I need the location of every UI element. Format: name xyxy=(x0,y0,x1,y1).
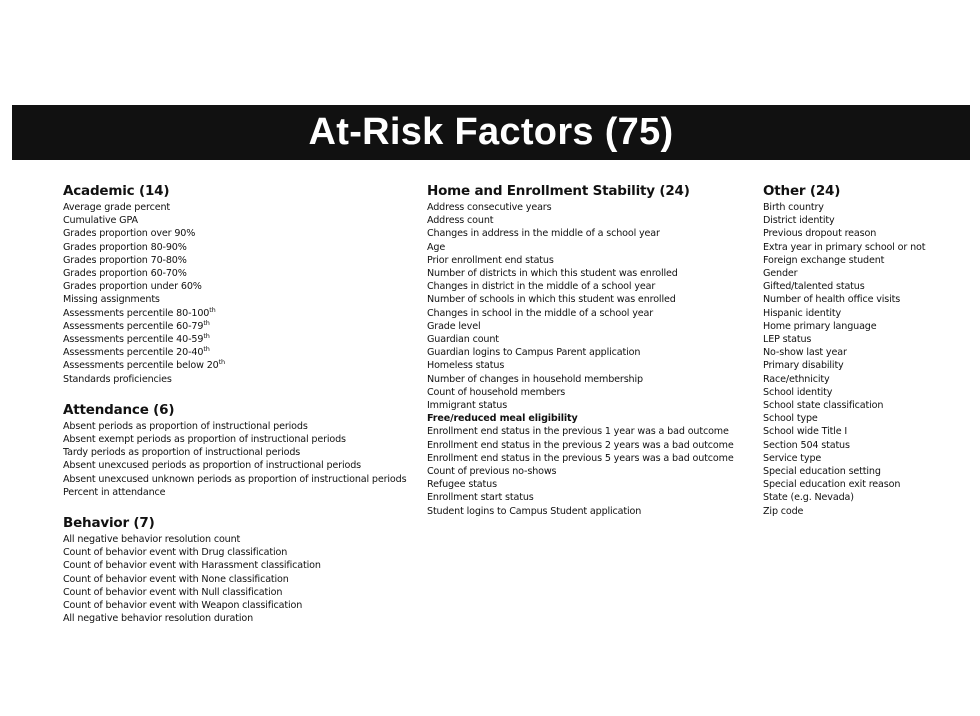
factor-text: No-show last year xyxy=(763,347,847,359)
section-attendance xyxy=(63,400,407,499)
factor-text: Zip code xyxy=(763,505,804,517)
factor-text: Number of changes in household membership xyxy=(427,373,643,385)
factor-item xyxy=(763,293,973,306)
ordinal-suffix: th xyxy=(203,345,210,354)
factor-text: All negative behavior resolution duration xyxy=(63,613,254,625)
factor-text: Homeless status xyxy=(427,360,505,372)
factor-text: District identity xyxy=(763,215,835,227)
factor-text: Primary disability xyxy=(763,360,844,372)
factor-text: Standards proficiencies xyxy=(63,373,172,385)
factor-text: Guardian count xyxy=(427,334,499,346)
ordinal-suffix: th xyxy=(203,318,210,327)
factor-text: Number of health office visits xyxy=(763,294,901,306)
factor-text: Extra year in primary school or not xyxy=(763,241,926,253)
factor-item xyxy=(763,465,973,478)
title-banner xyxy=(12,105,970,160)
factor-item xyxy=(763,267,973,280)
factor-item xyxy=(427,439,747,452)
factor-text: School wide Title I xyxy=(763,426,848,438)
factor-list-other xyxy=(763,201,973,518)
column-left xyxy=(63,181,407,639)
factor-text: Student logins to Campus Student application xyxy=(427,505,642,517)
factor-item xyxy=(427,346,747,359)
factor-item xyxy=(763,359,973,372)
factor-item xyxy=(763,280,973,293)
factor-item xyxy=(763,254,973,267)
factor-item xyxy=(63,586,403,599)
factor-item xyxy=(427,333,747,346)
factor-item xyxy=(63,433,403,446)
factor-item xyxy=(763,386,973,399)
factor-item xyxy=(63,599,403,612)
factor-item xyxy=(63,546,403,559)
factor-text: Absent unexcused unknown periods as proportion of instructional periods xyxy=(63,473,407,485)
factor-text: Enrollment end status in the previous 2 years was a bad outcome xyxy=(427,439,734,451)
factor-text: School identity xyxy=(763,386,833,398)
factor-text: Count of behavior event with Weapon classification xyxy=(63,600,303,612)
factor-item xyxy=(427,254,747,267)
factor-item xyxy=(763,491,973,504)
factor-text: Foreign exchange student xyxy=(763,254,885,266)
factor-text: Grade level xyxy=(427,320,481,332)
factor-text: Special education setting xyxy=(763,466,881,478)
factor-text: Count of behavior event with None classification xyxy=(63,573,289,585)
factor-item xyxy=(63,612,403,625)
factor-item xyxy=(763,399,973,412)
factor-item xyxy=(427,214,747,227)
factor-text: Number of districts in which this student was enrolled xyxy=(427,268,678,280)
factor-item xyxy=(427,452,747,465)
ordinal-suffix: th xyxy=(218,358,225,367)
factor-item xyxy=(427,425,747,438)
factor-list-behavior xyxy=(63,533,403,625)
factor-item xyxy=(763,346,973,359)
factor-item xyxy=(63,267,403,280)
factor-text: Address count xyxy=(427,215,494,227)
factor-item xyxy=(427,227,747,240)
factor-item xyxy=(763,307,973,320)
factor-item xyxy=(427,478,747,491)
section-behavior xyxy=(63,513,403,625)
factor-item xyxy=(63,307,403,320)
factor-text: Home primary language xyxy=(763,320,877,332)
factor-text: Grades proportion over 90% xyxy=(63,228,196,240)
factor-item xyxy=(763,214,973,227)
factor-item xyxy=(763,201,973,214)
factor-list-attendance xyxy=(63,420,407,499)
factor-text: Percent in attendance xyxy=(63,486,166,498)
factor-text: Previous dropout reason xyxy=(763,228,877,240)
factor-item xyxy=(763,241,973,254)
factor-text: Changes in address in the middle of a school year xyxy=(427,228,660,240)
factor-text: LEP status xyxy=(763,334,812,346)
factor-item xyxy=(427,373,747,386)
factor-item xyxy=(427,280,747,293)
factor-item xyxy=(427,320,747,333)
factor-item xyxy=(63,254,403,267)
factor-item xyxy=(63,201,403,214)
factor-item xyxy=(63,359,403,372)
factor-item xyxy=(427,505,747,518)
factor-text: Assessments percentile 60-79 xyxy=(63,320,204,332)
factor-item xyxy=(427,201,747,214)
section-title-behavior: Behavior (7) xyxy=(63,515,155,532)
factor-text: Average grade percent xyxy=(63,202,170,213)
factor-item xyxy=(763,320,973,333)
factor-text: Count of previous no-shows xyxy=(427,466,557,478)
factor-item xyxy=(63,533,403,546)
factor-item xyxy=(427,412,747,425)
factor-list-academic xyxy=(63,201,403,386)
factor-item xyxy=(63,227,403,240)
factor-item xyxy=(63,346,403,359)
factor-text: Assessments percentile 20-40 xyxy=(63,347,204,359)
factor-text: Number of schools in which this student was enrolled xyxy=(427,294,676,306)
factor-text: Enrollment end status in the previous 5 years was a bad outcome xyxy=(427,452,734,464)
factor-text: Enrollment end status in the previous 1 year was a bad outcome xyxy=(427,426,729,438)
factor-text: Service type xyxy=(763,452,822,464)
factor-text: Grades proportion under 60% xyxy=(63,281,202,293)
factor-item xyxy=(63,373,403,386)
factor-text: Grades proportion 70-80% xyxy=(63,254,187,266)
factor-text: Section 504 status xyxy=(763,439,850,451)
ordinal-suffix: th xyxy=(209,305,216,314)
factor-text: Hispanic identity xyxy=(763,307,841,319)
factor-item xyxy=(427,399,747,412)
factor-text: Tardy periods as proportion of instructional periods xyxy=(63,447,301,459)
factor-item xyxy=(63,241,403,254)
section-title-other: Other (24) xyxy=(763,183,841,199)
factor-text: School state classification xyxy=(763,400,884,412)
factor-item xyxy=(427,386,747,399)
section-other xyxy=(763,181,973,518)
section-home-enrollment xyxy=(427,181,747,518)
column-right xyxy=(763,181,973,532)
factor-text: Count of household members xyxy=(427,386,566,398)
factor-text: Refugee status xyxy=(427,479,497,491)
factor-item xyxy=(63,473,407,486)
factor-item xyxy=(763,439,973,452)
factor-item xyxy=(763,227,973,240)
factor-text: Gifted/talented status xyxy=(763,281,865,293)
factor-text: Absent unexcused periods as proportion of instructional periods xyxy=(63,460,361,472)
factor-text: Grades proportion 80-90% xyxy=(63,241,187,253)
factor-text: Count of behavior event with Null classification xyxy=(63,586,283,598)
factor-text: Cumulative GPA xyxy=(63,215,138,227)
section-title-attendance: Attendance (6) xyxy=(63,401,175,418)
section-academic xyxy=(63,181,403,386)
factor-item xyxy=(427,241,747,254)
factor-text: Free/reduced meal eligibility xyxy=(427,413,578,425)
factor-item xyxy=(63,559,403,572)
page-title: At-Risk Factors (75) xyxy=(308,111,674,153)
factor-text: Age xyxy=(427,241,446,253)
factor-item xyxy=(763,505,973,518)
factor-text: Assessments percentile 40-59 xyxy=(63,334,204,346)
factor-text: Count of behavior event with Drug classification xyxy=(63,547,288,559)
factor-item xyxy=(427,491,747,504)
factor-text: Absent exempt periods as proportion of instructional periods xyxy=(63,434,346,446)
factor-item xyxy=(63,573,403,586)
factor-item xyxy=(427,307,747,320)
factor-item xyxy=(63,214,403,227)
factor-text: School type xyxy=(763,413,818,425)
factor-text: All negative behavior resolution count xyxy=(63,534,241,546)
factor-text: Grades proportion 60-70% xyxy=(63,268,187,280)
factor-item xyxy=(427,465,747,478)
factor-item xyxy=(63,486,403,499)
factor-text: Address consecutive years xyxy=(427,202,552,213)
ordinal-suffix: th xyxy=(203,331,210,340)
factor-text: Gender xyxy=(763,268,798,280)
factor-text: Assessments percentile 80-100 xyxy=(63,307,210,319)
factor-item xyxy=(63,320,403,333)
factor-item xyxy=(63,459,403,472)
factor-text: Prior enrollment end status xyxy=(427,254,554,266)
factor-text: Guardian logins to Campus Parent application xyxy=(427,347,641,359)
factor-text: Immigrant status xyxy=(427,400,508,412)
factor-text: State (e.g. Nevada) xyxy=(763,492,854,504)
factor-item xyxy=(63,333,403,346)
factor-item xyxy=(63,293,403,306)
factor-item xyxy=(427,359,747,372)
factor-item xyxy=(63,420,403,433)
factor-text: Absent periods as proportion of instructional periods xyxy=(63,420,308,432)
factor-item xyxy=(63,280,403,293)
section-title-home-enrollment: Home and Enrollment Stability (24) xyxy=(427,183,690,199)
factor-text: Special education exit reason xyxy=(763,479,901,491)
column-middle xyxy=(427,181,747,532)
factor-item xyxy=(763,452,973,465)
factor-item xyxy=(763,373,973,386)
factor-text: Changes in district in the middle of a school year xyxy=(427,281,656,293)
factor-item xyxy=(763,412,973,425)
factor-item xyxy=(427,267,747,280)
factor-text: Changes in school in the middle of a school year xyxy=(427,307,654,319)
factor-text: Count of behavior event with Harassment classification xyxy=(63,560,321,572)
factor-item xyxy=(763,425,973,438)
factor-item xyxy=(763,478,973,491)
factor-text: Missing assignments xyxy=(63,294,160,306)
factor-item xyxy=(63,446,403,459)
factor-text: Race/ethnicity xyxy=(763,373,830,385)
factor-list-home-enrollment xyxy=(427,201,747,518)
section-title-academic: Academic (14) xyxy=(63,183,170,199)
factor-text: Birth country xyxy=(763,202,824,213)
factor-text: Enrollment start status xyxy=(427,492,534,504)
factor-item xyxy=(763,333,973,346)
factor-text: Assessments percentile below 20 xyxy=(63,360,219,372)
factor-item xyxy=(427,293,747,306)
